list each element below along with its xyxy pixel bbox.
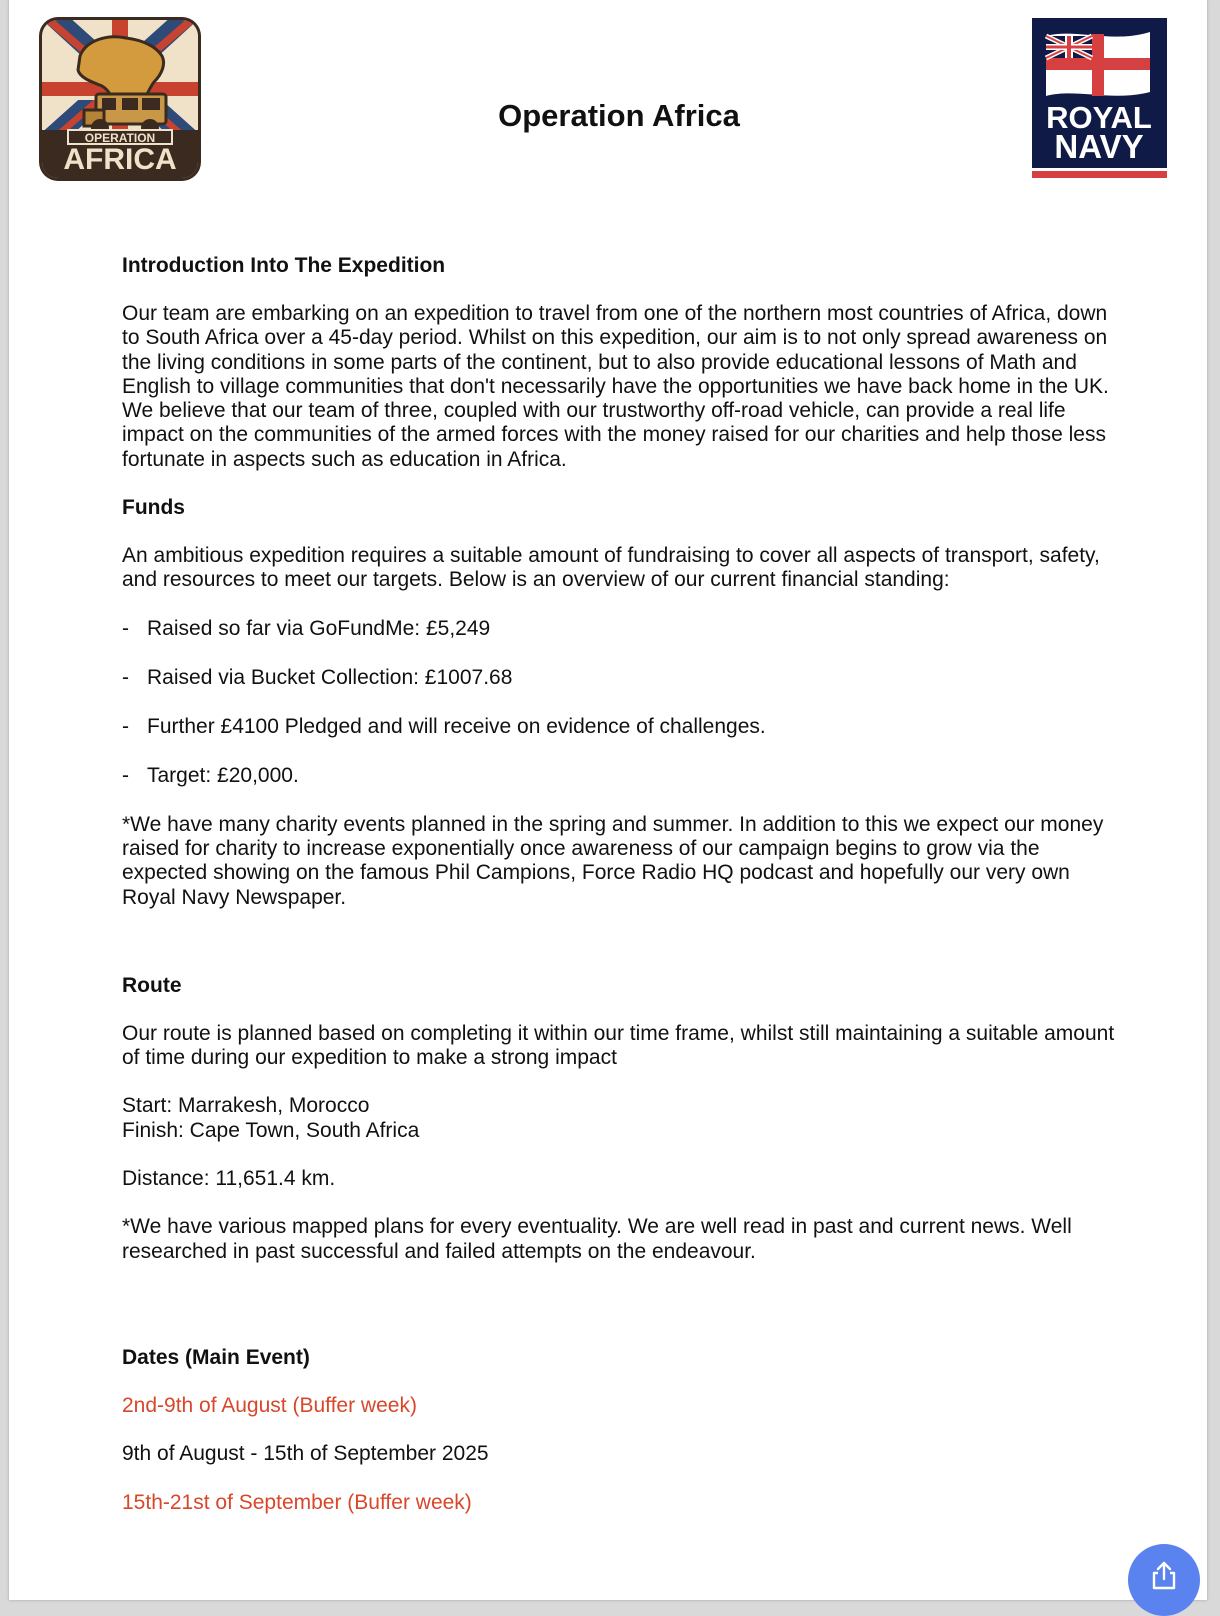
route-paragraph: Our route is planned based on completing it within our time frame, whilst still maintaining a suitable amount of time during our expedition to make a strong impact xyxy=(122,1021,1115,1070)
logo-top-text: OPERATION xyxy=(84,131,156,145)
bullet-dash: - xyxy=(122,763,129,787)
list-item-text: Raised so far via GoFundMe: £5,249 xyxy=(147,616,491,640)
list-item xyxy=(122,764,1122,788)
document-body xyxy=(122,254,1122,1539)
buffer-week-after: 15th-21st of September (Buffer week) xyxy=(122,1490,472,1514)
list-item-text: Further £4100 Pledged and will receive on evidence of challenges. xyxy=(147,714,766,738)
funds-paragraph: An ambitious expedition requires a suitable amount of fundraising to cover all aspects of transport, safety, and resources to meet our targets. Below is an overview of our current financial standing: xyxy=(122,544,1100,592)
buffer-week-before: 2nd-9th of August (Buffer week) xyxy=(122,1393,417,1417)
funds-list xyxy=(122,617,1122,788)
intro-heading: Introduction Into The Expedition xyxy=(122,254,446,277)
route-start: Start: Marrakesh, Morocco xyxy=(122,1094,370,1118)
intro-paragraph: Our team are embarking on an expedition to travel from one of the northern most countries of Africa, down to South Africa over a 45-day period. Whilst on this expedition, our aim is to not only spread awareness on the living conditions in some parts of the continent, but to also provide educational lessons of Math and English to village communities that don't necessarily have the opportunities we have back home in the UK. We believe that our team of three, coupled with our trustworthy off-road vehicle, can provide a real life impact on the communities of the armed forces with the money raised for our charities and help those less fortunate in aspects such as education in Africa. xyxy=(122,302,1109,471)
bullet-dash: - xyxy=(122,616,129,640)
navy-logo-line1: ROYAL xyxy=(1046,100,1152,135)
dates-section xyxy=(122,1346,1122,1515)
bullet-dash: - xyxy=(122,714,129,738)
list-item xyxy=(122,715,1122,739)
document-page xyxy=(9,0,1207,1600)
list-item-text: Target: £20,000. xyxy=(147,763,299,787)
page-title: Operation Africa xyxy=(498,98,740,133)
bullet-dash: - xyxy=(122,665,129,689)
logo-bottom-text: AFRICA xyxy=(63,143,177,176)
royal-navy-logo-icon xyxy=(1032,18,1167,180)
route-heading: Route xyxy=(122,973,182,997)
funds-note: *We have many charity events planned in the spring and summer. In addition to this we expect our money raised for charity to increase exponentially once awareness of our campaign begins to grow via the expected showing on the famous Phil Campions, Force Radio HQ podcast and hopefully our very own Royal Navy Newspaper. xyxy=(122,812,1104,909)
share-icon xyxy=(1149,1560,1179,1590)
navy-logo-line2: NAVY xyxy=(1054,128,1144,165)
route-note: *We have various mapped plans for every eventuality. We are well read in past and current news. Well researched in past successful and failed attempts on the endeavour. xyxy=(122,1215,1072,1263)
route-distance: Distance: 11,651.4 km. xyxy=(122,1167,336,1191)
list-item xyxy=(122,617,1122,641)
dates-heading: Dates (Main Event) xyxy=(122,1345,310,1369)
route-finish: Finish: Cape Town, South Africa xyxy=(122,1118,420,1142)
funds-heading: Funds xyxy=(122,496,185,520)
list-item xyxy=(122,666,1122,690)
share-button[interactable] xyxy=(1128,1544,1200,1616)
list-item-text: Raised via Bucket Collection: £1007.68 xyxy=(147,665,513,689)
operation-africa-logo-icon xyxy=(38,16,202,182)
main-event-dates: 9th of August - 15th of September 2025 xyxy=(122,1442,489,1466)
route-endpoints xyxy=(122,1094,1122,1143)
